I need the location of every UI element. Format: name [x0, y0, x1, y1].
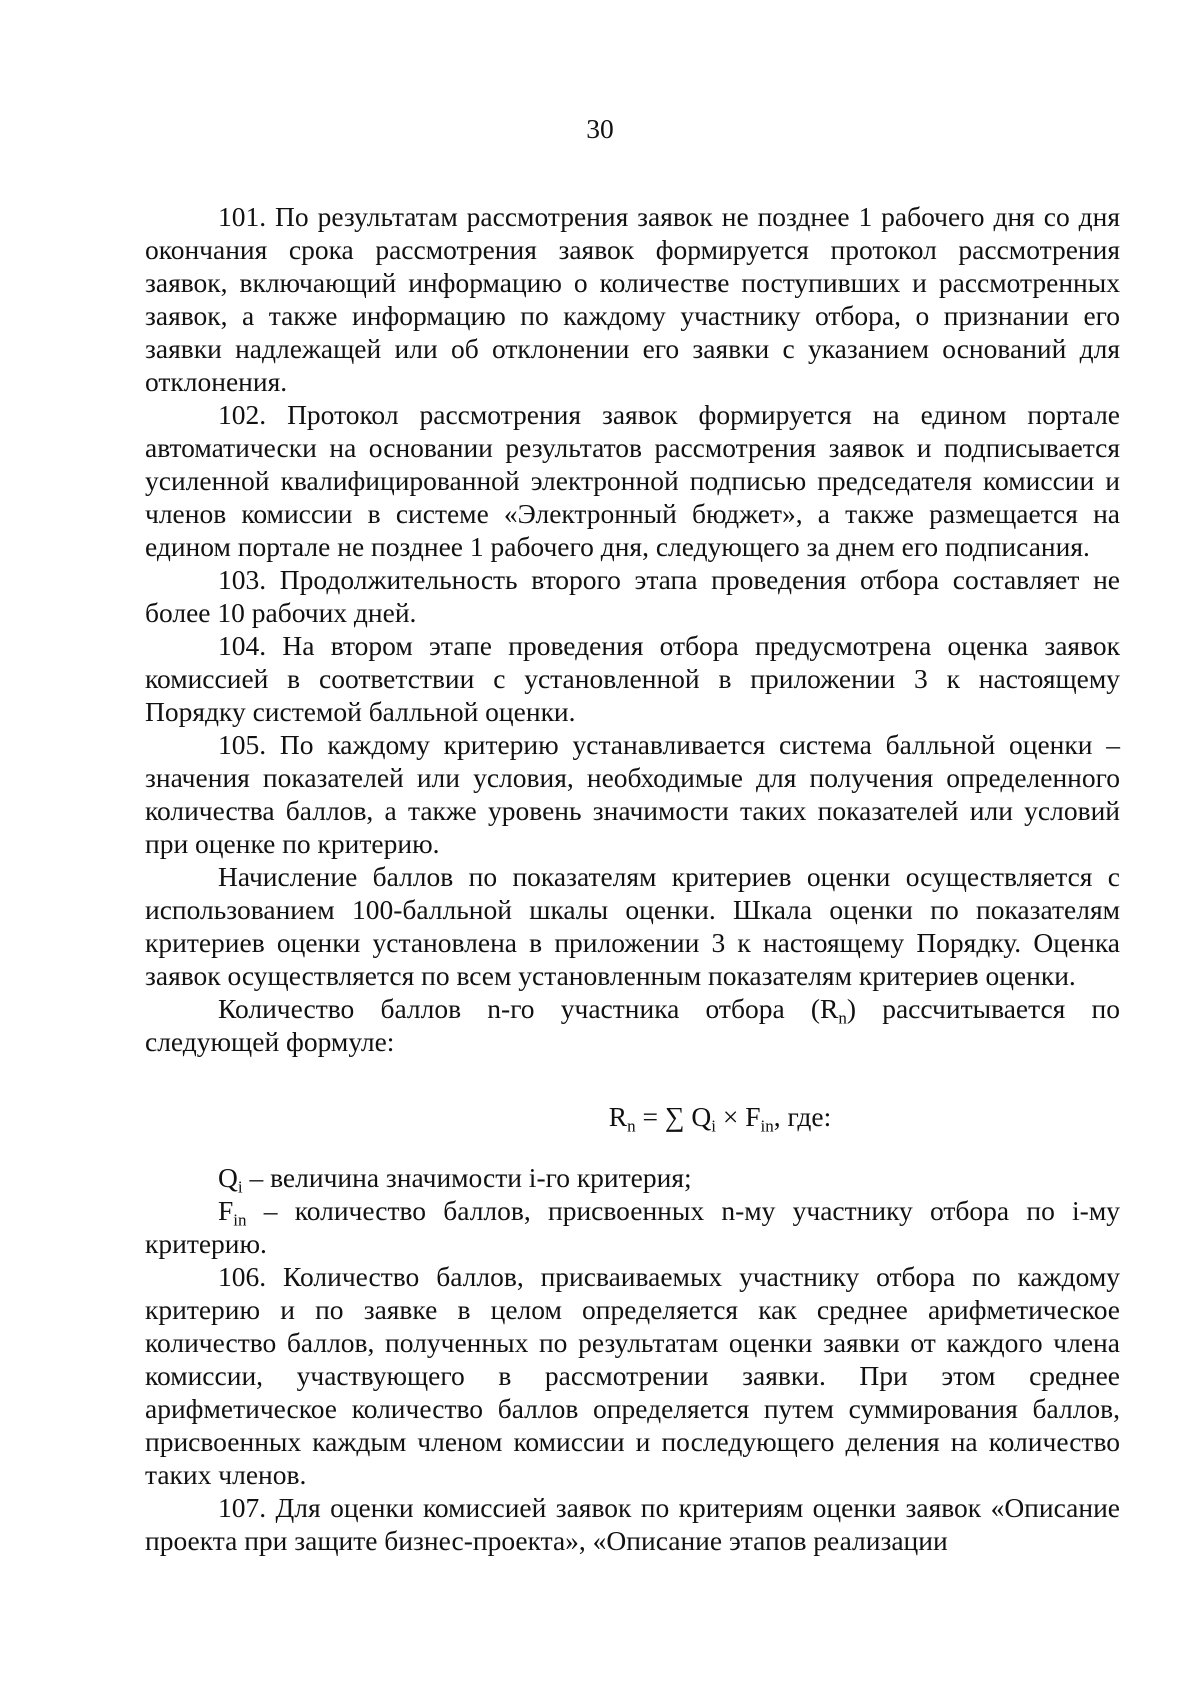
- paragraph-102: 102. Протокол рассмотрения заявок формируется на едином портале автоматически на основании результатов рассмотрения заявок и подписывается усиленной квалифицированной электронной подписью председателя комиссии и членов комиссии в системе «Электронный бюджет», а также размещается на едином портале не позднее 1 рабочего дня, следующего за днем его подписания.: [145, 399, 1120, 562]
- paragraph-105: 105. По каждому критерию устанавливается система балльной оценки – значения показателей или условия, необходимые для получения определенного количества баллов, а также уровень значимости таких показателей или условий при оценке по критерию.: [145, 729, 1120, 859]
- score-formula: $R_n$ = ∑ $Q_i \times F_{in}$, где:: [608, 1101, 832, 1136]
- paragraph-106: 106. Количество баллов, присваиваемых участнику отбора по каждому критерию и по заявке в целом определяется как среднее арифметическое количество баллов, полученных по результатам оценки заявки от каждого члена комиссии, участвующего в рассмотрении заявки. При этом среднее арифметическое количество баллов определяется путем суммирования баллов, присвоенных каждым членом комиссии и последующего деления на количество таких членов.: [145, 1261, 1120, 1490]
- document-body: [145, 200, 1120, 1557]
- paragraph-104: 104. На втором этапе проведения отбора предусмотрена оценка заявок комиссией в соответствии с установленной в приложении 3 к настоящему Порядку системой балльной оценки.: [145, 630, 1120, 727]
- paragraph-107: 107. Для оценки комиссией заявок по критериям оценки заявок «Описание проекта при защите бизнес-проекта», «Описание этапов реализации: [145, 1492, 1120, 1556]
- definition-q: $Q_i$ – величина значимости i-го критерия;: [218, 1162, 692, 1197]
- paragraph-scoring: Начисление баллов по показателям критериев оценки осуществляется с использованием 100-балльной шкалы оценки. Шкала оценки по показателям критериев оценки установлена в приложении 3 к настоящему Порядку. Оценка заявок осуществляется по всем установленным показателям критериев оценки.: [145, 861, 1120, 991]
- definition-f: $F_{in}$ – количество баллов, присвоенных n-му участнику отбора по i-му критерию.: [145, 1195, 1120, 1259]
- page-number: 30: [586, 113, 614, 144]
- paragraph-101: 101. По результатам рассмотрения заявок не позднее 1 рабочего дня со дня окончания срока рассмотрения заявок формируется протокол рассмотрения заявок, включающий информацию о количестве поступивших и рассмотренных заявок, а также информацию по каждому участнику отбора, о признании его заявки надлежащей или об отклонении его заявки с указанием оснований для отклонения.: [145, 201, 1120, 397]
- formula-intro: Количество баллов n-го участника отбора $(R_n)$ рассчитывается по следующей формуле:: [145, 993, 1120, 1057]
- paragraph-103: 103. Продолжительность второго этапа проведения отбора составляет не более 10 рабочих дней.: [145, 564, 1120, 628]
